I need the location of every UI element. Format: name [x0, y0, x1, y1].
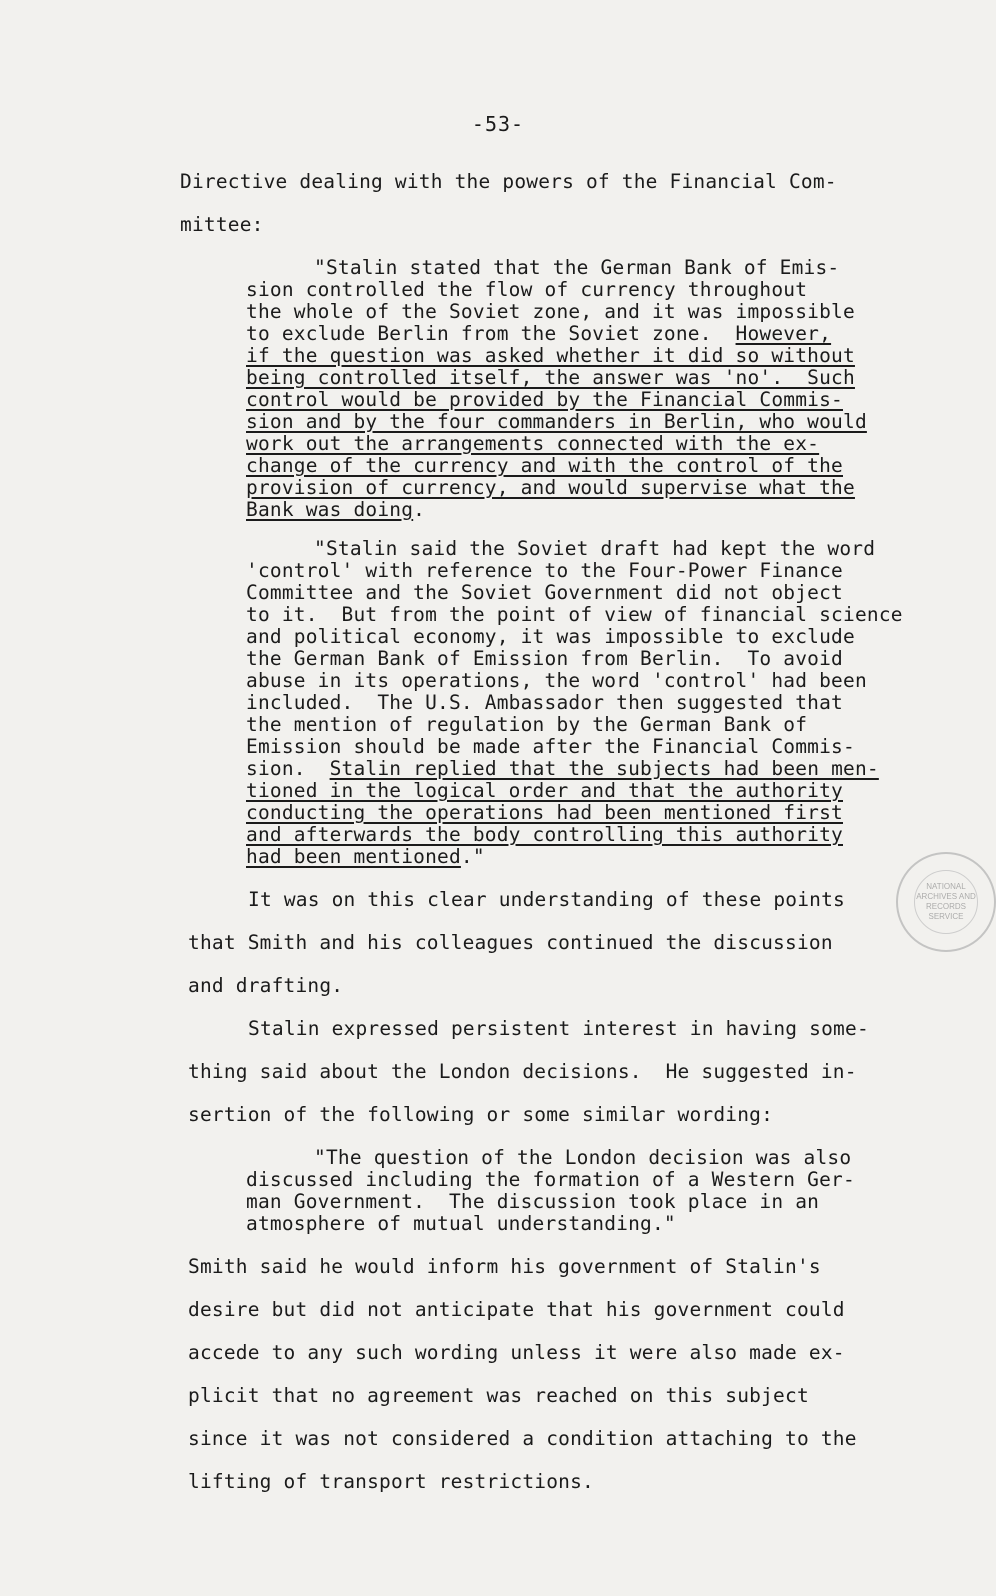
- text-line: [246, 603, 903, 626]
- text-segment: man Government. The discussion took place in an: [246, 1190, 820, 1213]
- text-line: [246, 735, 855, 758]
- text-line: [246, 498, 425, 521]
- stamp-line: SERVICE: [928, 912, 964, 921]
- text-line: [246, 1168, 855, 1191]
- text-line: [246, 669, 867, 692]
- text-segment: Emission should be made after the Financial Commis-: [246, 735, 855, 758]
- text-line: [246, 713, 807, 736]
- text-line: [246, 779, 843, 802]
- text-line: [246, 1190, 819, 1213]
- text-line: [246, 647, 843, 670]
- text-line: [188, 1255, 821, 1278]
- text-segment: the whole of the Soviet zone, and it was impossible: [246, 300, 855, 323]
- underlined-text: tioned in the logical order and that the authority: [246, 779, 843, 802]
- text-line: [188, 1341, 845, 1364]
- text-segment: sertion of the following or some similar wording:: [188, 1103, 774, 1126]
- underlined-text: conducting the operations had been mentioned first: [246, 801, 843, 824]
- text-segment: sion controlled the flow of currency throughout: [246, 278, 808, 301]
- archive-stamp-text: [914, 870, 978, 934]
- text-line: [314, 1146, 851, 1169]
- underlined-text: control would be provided by the Financial Commis-: [246, 388, 843, 411]
- text-segment: the German Bank of Emission from Berlin. To avoid: [246, 647, 843, 670]
- text-segment: Smith said he would inform his government of Stalin's: [188, 1255, 821, 1278]
- text-segment: to it. But from the point of view of financial science: [246, 603, 903, 626]
- text-line: [246, 625, 855, 648]
- text-segment: Committee and the Soviet Government did not object: [246, 581, 843, 604]
- text-line: [246, 559, 843, 582]
- underlined-text: work out the arrangements connected with the ex-: [246, 432, 820, 455]
- text-line: [246, 410, 867, 433]
- text-line: [314, 256, 839, 279]
- underlined-text: Stalin replied that the subjects had been men-: [329, 757, 879, 780]
- text-segment: that Smith and his colleagues continued the discussion: [188, 931, 833, 954]
- text-segment: and drafting.: [188, 974, 344, 997]
- text-line: [248, 888, 845, 911]
- text-line: [248, 1017, 869, 1040]
- text-segment: included. The U.S. Ambassador then suggested that: [246, 691, 843, 714]
- page-number: -53-: [471, 112, 525, 136]
- text-line: [246, 366, 855, 389]
- text-line: [246, 823, 843, 846]
- text-line: [246, 757, 879, 780]
- text-line: [246, 432, 819, 455]
- text-line: [246, 454, 843, 477]
- text-line: [246, 845, 485, 868]
- text-segment: Directive dealing with the powers of the Financial Com-: [180, 170, 837, 193]
- text-segment: thing said about the London decisions. He suggested in-: [188, 1060, 857, 1083]
- text-line: [188, 1384, 809, 1407]
- text-segment: Stalin expressed persistent interest in having some-: [248, 1017, 869, 1040]
- text-line: [246, 476, 855, 499]
- text-segment: sion.: [246, 757, 330, 780]
- text-line: [188, 931, 833, 954]
- text-line: [246, 344, 855, 367]
- text-segment: plicit that no agreement was reached on this subject: [188, 1384, 809, 1407]
- text-segment: .: [413, 498, 426, 521]
- text-segment: 'control' with reference to the Four-Power Finance: [246, 559, 843, 582]
- text-line: [188, 1470, 594, 1493]
- text-line: [188, 974, 343, 997]
- text-segment: to exclude Berlin from the Soviet zone.: [246, 322, 736, 345]
- text-segment: "Stalin said the Soviet draft had kept the word: [314, 537, 876, 560]
- text-line: [188, 1427, 857, 1450]
- text-segment: discussed including the formation of a Western Ger-: [246, 1168, 855, 1191]
- text-segment: .": [460, 845, 485, 868]
- stamp-line: ARCHIVES AND: [916, 892, 976, 901]
- text-line: [246, 278, 807, 301]
- text-line: [246, 801, 843, 824]
- text-segment: abuse in its operations, the word 'control' had been: [246, 669, 867, 692]
- stamp-line: RECORDS: [925, 902, 966, 911]
- text-line: [180, 213, 264, 236]
- text-segment: "Stalin stated that the German Bank of Emis-: [314, 256, 840, 279]
- underlined-text: had been mentioned: [246, 845, 461, 868]
- text-line: [188, 1103, 773, 1126]
- archive-stamp: [896, 852, 996, 952]
- text-segment: desire but did not anticipate that his government could: [188, 1298, 845, 1321]
- text-segment: atmosphere of mutual understanding.": [246, 1212, 676, 1235]
- underlined-text: However,: [735, 322, 832, 345]
- text-segment: It was on this clear understanding of these points: [248, 888, 845, 911]
- underlined-text: provision of currency, and would supervise what the: [246, 476, 855, 499]
- text-line: [188, 1298, 845, 1321]
- text-line: [180, 170, 837, 193]
- text-line: [314, 537, 875, 560]
- text-line: [246, 300, 855, 323]
- text-segment: and political economy, it was impossible to exclude: [246, 625, 855, 648]
- underlined-text: sion and by the four commanders in Berlin, who would: [246, 410, 867, 433]
- text-line: [246, 388, 843, 411]
- stamp-line: NATIONAL: [926, 882, 966, 891]
- text-line: [246, 691, 843, 714]
- underlined-text: Bank was doing: [246, 498, 414, 521]
- text-segment: "The question of the London decision was also: [314, 1146, 852, 1169]
- text-segment: the mention of regulation by the German Bank of: [246, 713, 808, 736]
- underlined-text: if the question was asked whether it did so without: [246, 344, 855, 367]
- text-line: [188, 1060, 857, 1083]
- text-segment: accede to any such wording unless it were also made ex-: [188, 1341, 845, 1364]
- text-segment: mittee:: [180, 213, 264, 236]
- underlined-text: and afterwards the body controlling this authority: [246, 823, 843, 846]
- underlined-text: being controlled itself, the answer was 'no'. Such: [246, 366, 855, 389]
- text-segment: lifting of transport restrictions.: [188, 1470, 594, 1493]
- text-line: [246, 1212, 676, 1235]
- text-line: [246, 581, 843, 604]
- underlined-text: change of the currency and with the control of the: [246, 454, 843, 477]
- text-line: [246, 322, 831, 345]
- text-segment: since it was not considered a condition attaching to the: [188, 1427, 857, 1450]
